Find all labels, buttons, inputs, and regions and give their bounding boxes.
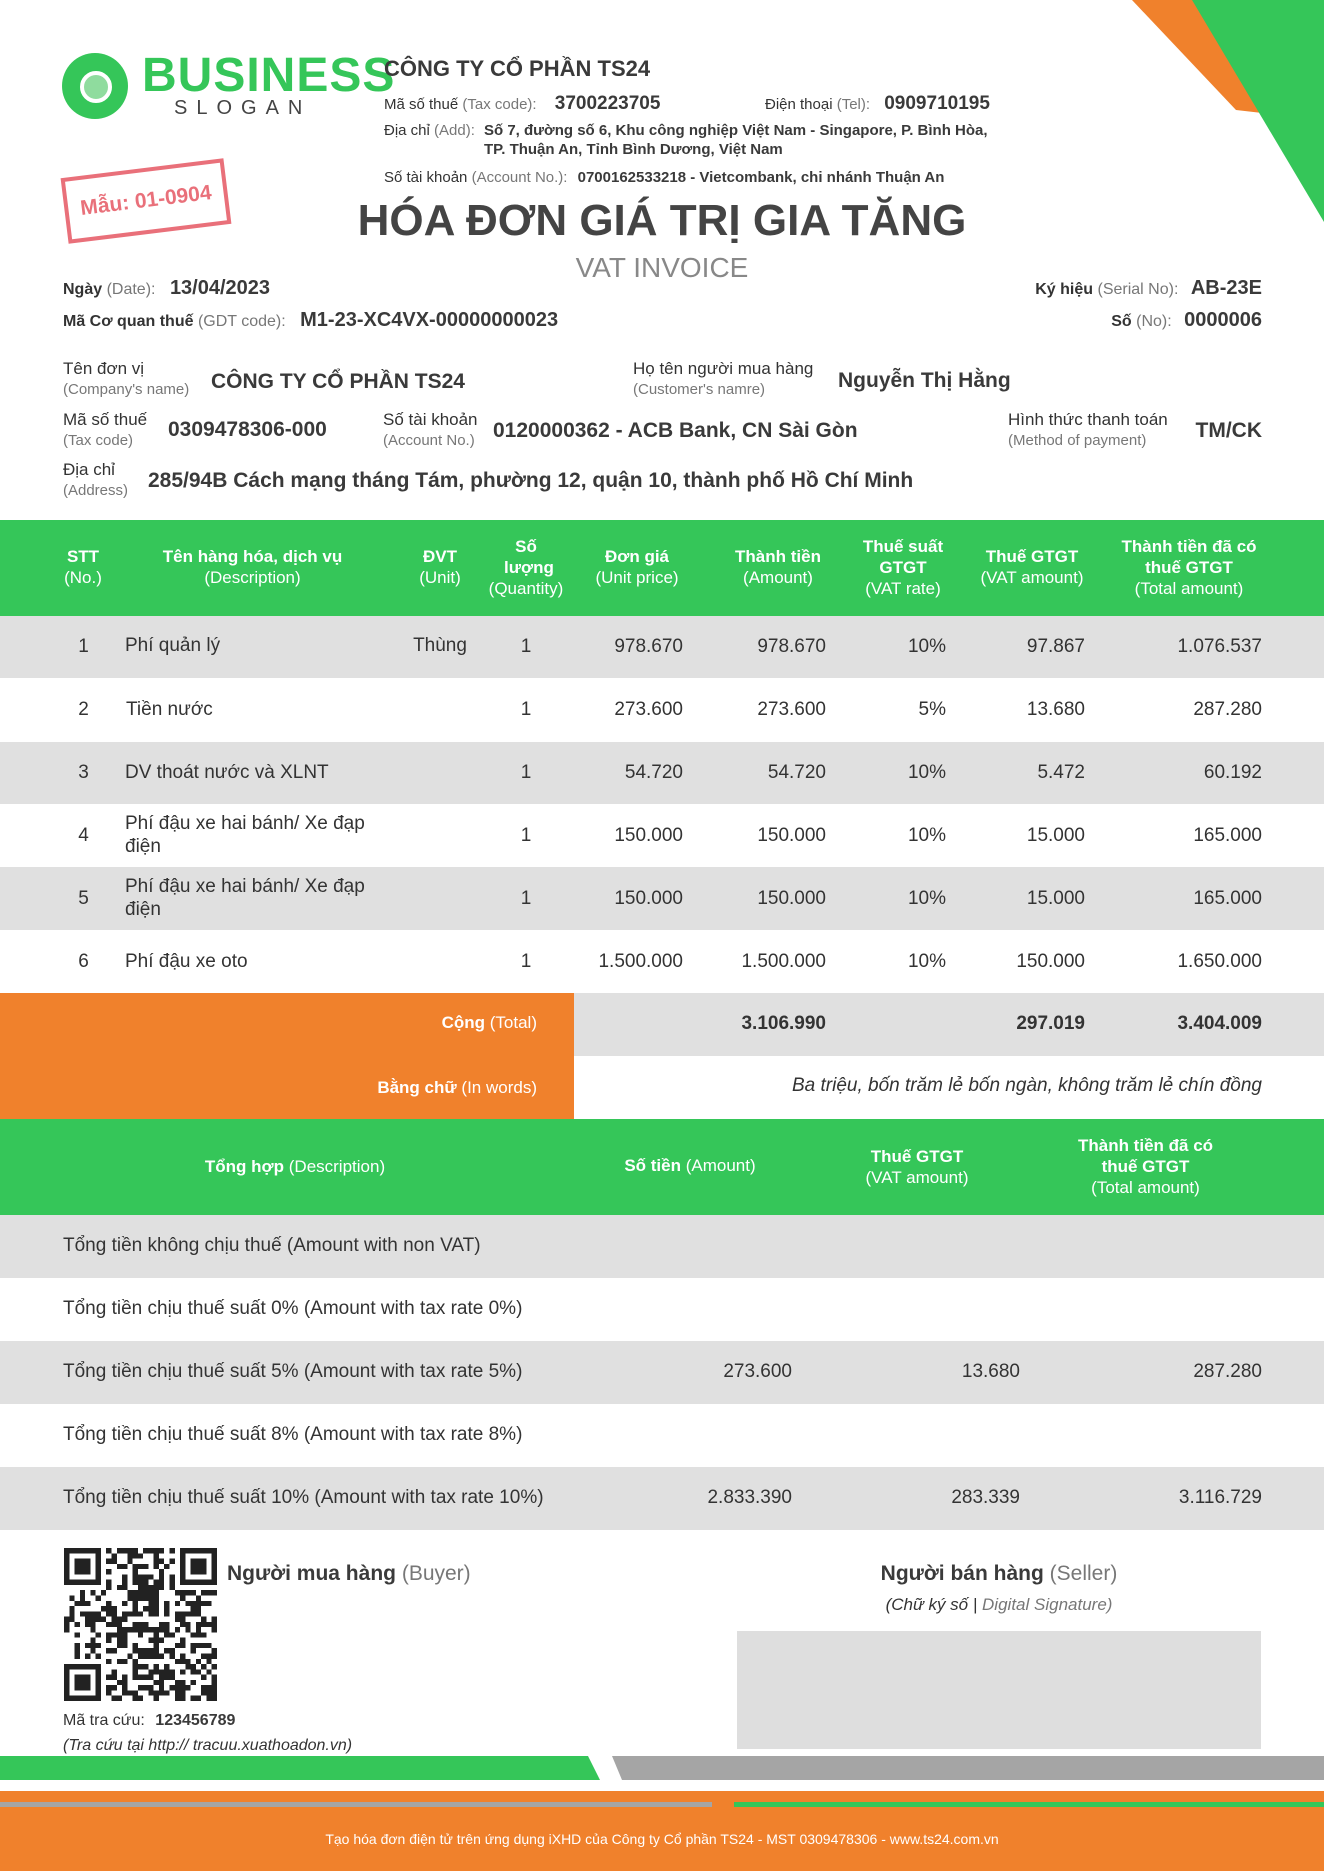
footer-text: Tạo hóa đơn điện tử trên ứng dụng iXHD của Công ty Cổ phần TS24 - MST 0309478306 - www.ts24.com.vn: [325, 1831, 999, 1847]
summary-row: Tổng tiền chịu thuế suất 0% (Amount with tax rate 0%): [0, 1278, 1324, 1341]
buyer-customer-label-block: [633, 358, 813, 400]
col-price-header: Đơn giá (Unit price): [595, 547, 679, 587]
seller-tax-row: [384, 93, 660, 115]
col-no-header: STT (No.): [64, 547, 102, 587]
summary-total-header: Thành tiền đã có thuế GTGT (Total amount): [1077, 1136, 1214, 1197]
table-row: 2 Tiền nước 1 273.600 273.600 5% 13.680 287.280: [0, 678, 1324, 742]
col-unit-header: ĐVT (Unit): [419, 547, 461, 587]
seller-name: CÔNG TY CỔ PHẦN TS24: [384, 56, 651, 81]
seller-account: 0700162533218 - Vietcombank, chi nhánh Thuận An: [577, 169, 945, 186]
totals-label-panel: [0, 993, 574, 1119]
buyer-company-label-block: [63, 358, 189, 400]
col-qty-header: Số lượng (Quantity): [488, 537, 564, 598]
signature-box: [737, 1631, 1261, 1749]
seller-tax-label-en: (Tax code):: [462, 96, 537, 113]
buyer-customer: Nguyễn Thị Hằng: [838, 369, 1011, 392]
lookup-code-row: [63, 1712, 235, 1730]
total-with-vat: 3.404.009: [1177, 1013, 1262, 1034]
seller-acct-label: Số tài khoản: [384, 169, 468, 186]
buyer-acct-label-en: (Account No.): [383, 432, 475, 449]
buyer-addr-label: Địa chỉ: [63, 460, 115, 479]
summary-row: Tổng tiền chịu thuế suất 10% (Amount with tax rate 10%) 2.833.390 283.339 3.116.729: [0, 1467, 1324, 1530]
summary-desc-header: Tổng hợp (Description): [204, 1157, 386, 1176]
seller-address-row: [384, 122, 475, 139]
date-label-en: (Date):: [106, 281, 156, 298]
buyer-addr-label-en: (Address): [63, 482, 129, 499]
seller-tax-label: Mã số thuế: [384, 96, 459, 113]
serial-label-en: (Serial No):: [1097, 281, 1179, 298]
seller-account-row: [384, 169, 944, 186]
buyer-pay-label-en: (Method of payment): [1008, 432, 1147, 449]
lookup-note[interactable]: (Tra cứu tại http:// tracuu.xuathoadon.vn): [63, 1737, 353, 1754]
buyer-customer-label: Họ tên người mua hàng: [633, 359, 814, 378]
buyer-acct-label: Số tài khoản: [383, 410, 478, 429]
logo-word: BUSINESS: [142, 49, 396, 102]
gdt-label-en: (GDT code):: [197, 313, 286, 330]
summary-vat-header: Thuế GTGT (VAT amount): [865, 1147, 969, 1187]
buyer-company: CÔNG TY CỔ PHẦN TS24: [211, 370, 465, 393]
total-label: Cộng (Total): [441, 1013, 537, 1032]
serial-label: Ký hiệu: [1035, 281, 1094, 298]
items-table-header: [0, 520, 1324, 616]
seller-addr-label: Địa chỉ: [384, 122, 430, 139]
table-row: 5 Phí đậu xe hai bánh/ Xe đạp điện 1 150.000 150.000 10% 15.000 165.000: [0, 867, 1324, 930]
buyer-account: 0120000362 - ACB Bank, CN Sài Gòn: [493, 419, 858, 442]
seller-tel-label-en: (Tel):: [836, 96, 871, 113]
form-stamp: Mẫu: 01-0904: [61, 158, 232, 243]
number-label: Số: [1111, 313, 1132, 330]
total-in-words: Ba triệu, bốn trăm lẻ bốn ngàn, không trăm lẻ chín đồng: [791, 1075, 1262, 1096]
gdt-label: Mã Cơ quan thuế: [63, 313, 194, 330]
buyer-tax-label: Mã số thuế: [63, 410, 148, 429]
buyer-signature-label: Người mua hàng (Buyer): [227, 1562, 471, 1585]
footer-decoration: [0, 1756, 1324, 1871]
buyer-addr-label-block: [63, 459, 128, 501]
seller-tax-code: 3700223705: [554, 93, 661, 114]
total-amount: 3.106.990: [741, 1013, 826, 1034]
buyer-tax-code: 0309478306-000: [168, 418, 327, 441]
seller-tel: 0909710195: [884, 93, 990, 114]
col-desc-header: Tên hàng hóa, dịch vụ (Description): [162, 547, 343, 587]
date-row: [63, 277, 270, 300]
lookup-label: Mã tra cứu:: [63, 1712, 145, 1729]
buyer-pay-label: Hình thức thanh toán: [1008, 410, 1168, 429]
seller-tel-row: [765, 93, 990, 115]
buyer-company-label-en: (Company's name): [63, 381, 190, 398]
serial-no: AB-23E: [1190, 277, 1262, 299]
seller-addr-label-en: (Add):: [434, 122, 475, 139]
gdt-code: M1-23-XC4VX-00000000023: [300, 309, 559, 331]
buyer-pay-label-block: [1008, 409, 1168, 451]
gdt-row: [63, 309, 558, 332]
seller-signature-label: Người bán hàng (Seller): [880, 1562, 1118, 1585]
col-amount-header: Thành tiền (Amount): [735, 547, 821, 587]
invoice-date: 13/04/2023: [169, 277, 271, 299]
col-vat-header: Thuế GTGT (VAT amount): [980, 547, 1084, 587]
logo-circle-icon: [62, 53, 128, 119]
buyer-tax-label-block: [63, 409, 147, 451]
summary-amount-header: Số tiền (Amount): [624, 1156, 756, 1175]
table-row: 4 Phí đậu xe hai bánh/ Xe đạp điện 1 150.000 150.000 10% 15.000 165.000: [0, 804, 1324, 867]
buyer-customer-label-en: (Customer's namre): [633, 381, 766, 398]
table-row: 6 Phí đậu xe oto 1 1.500.000 1.500.000 10% 150.000 1.650.000: [0, 930, 1324, 993]
invoice-title: HÓA ĐƠN GIÁ TRỊ GIA TĂNG: [357, 196, 967, 245]
summary-table-header: [0, 1119, 1324, 1215]
seller-address-line1: Số 7, đường số 6, Khu công nghiệp Việt Nam - Singapore, P. Bình Hòa,: [484, 122, 988, 139]
number-row: [1111, 309, 1262, 332]
digital-signature-note: (Chữ ký số | Digital Signature): [885, 1595, 1113, 1614]
date-label: Ngày: [63, 281, 103, 298]
lookup-code: 123456789: [155, 1712, 236, 1729]
company-logo: [62, 49, 396, 122]
seller-acct-label-en: (Account No.):: [471, 169, 568, 186]
summary-row: Tổng tiền chịu thuế suất 5% (Amount with tax rate 5%) 273.600 13.680 287.280: [0, 1341, 1324, 1404]
summary-row: Tổng tiền không chịu thuế (Amount with non VAT): [0, 1215, 1324, 1278]
buyer-acct-label-block: [383, 409, 478, 451]
number-label-en: (No):: [1136, 313, 1172, 330]
col-total-header: Thành tiền đã có thuế GTGT (Total amount): [1121, 537, 1257, 598]
buyer-address: 285/94B Cách mạng tháng Tám, phường 12, quận 10, thành phố Hồ Chí Minh: [148, 469, 914, 492]
total-vat: 297.019: [1016, 1013, 1085, 1034]
table-row: 3 DV thoát nước và XLNT 1 54.720 54.720 10% 5.472 60.192: [0, 742, 1324, 804]
qr-code-icon: [64, 1548, 217, 1701]
words-label: Bằng chữ (In words): [377, 1078, 537, 1097]
buyer-company-label: Tên đơn vị: [63, 359, 145, 378]
seller-address-line2: TP. Thuận An, Tỉnh Bình Dương, Việt Nam: [484, 141, 783, 158]
buyer-payment-method: TM/CK: [1195, 419, 1262, 442]
table-row: 1 Phí quản lý Thùng 1 978.670 978.670 10% 97.867 1.076.537: [0, 616, 1324, 678]
invoice-number: 0000006: [1184, 309, 1262, 331]
col-rate-header: Thuế suất GTGT (VAT rate): [862, 537, 944, 598]
invoice-subtitle: VAT INVOICE: [575, 252, 749, 283]
logo-slogan: SLOGAN: [174, 97, 312, 119]
serial-row: [1035, 277, 1262, 300]
summary-row: Tổng tiền chịu thuế suất 8% (Amount with tax rate 8%): [0, 1404, 1324, 1467]
buyer-tax-label-en: (Tax code): [63, 432, 134, 449]
seller-tel-label: Điện thoại: [765, 96, 833, 113]
